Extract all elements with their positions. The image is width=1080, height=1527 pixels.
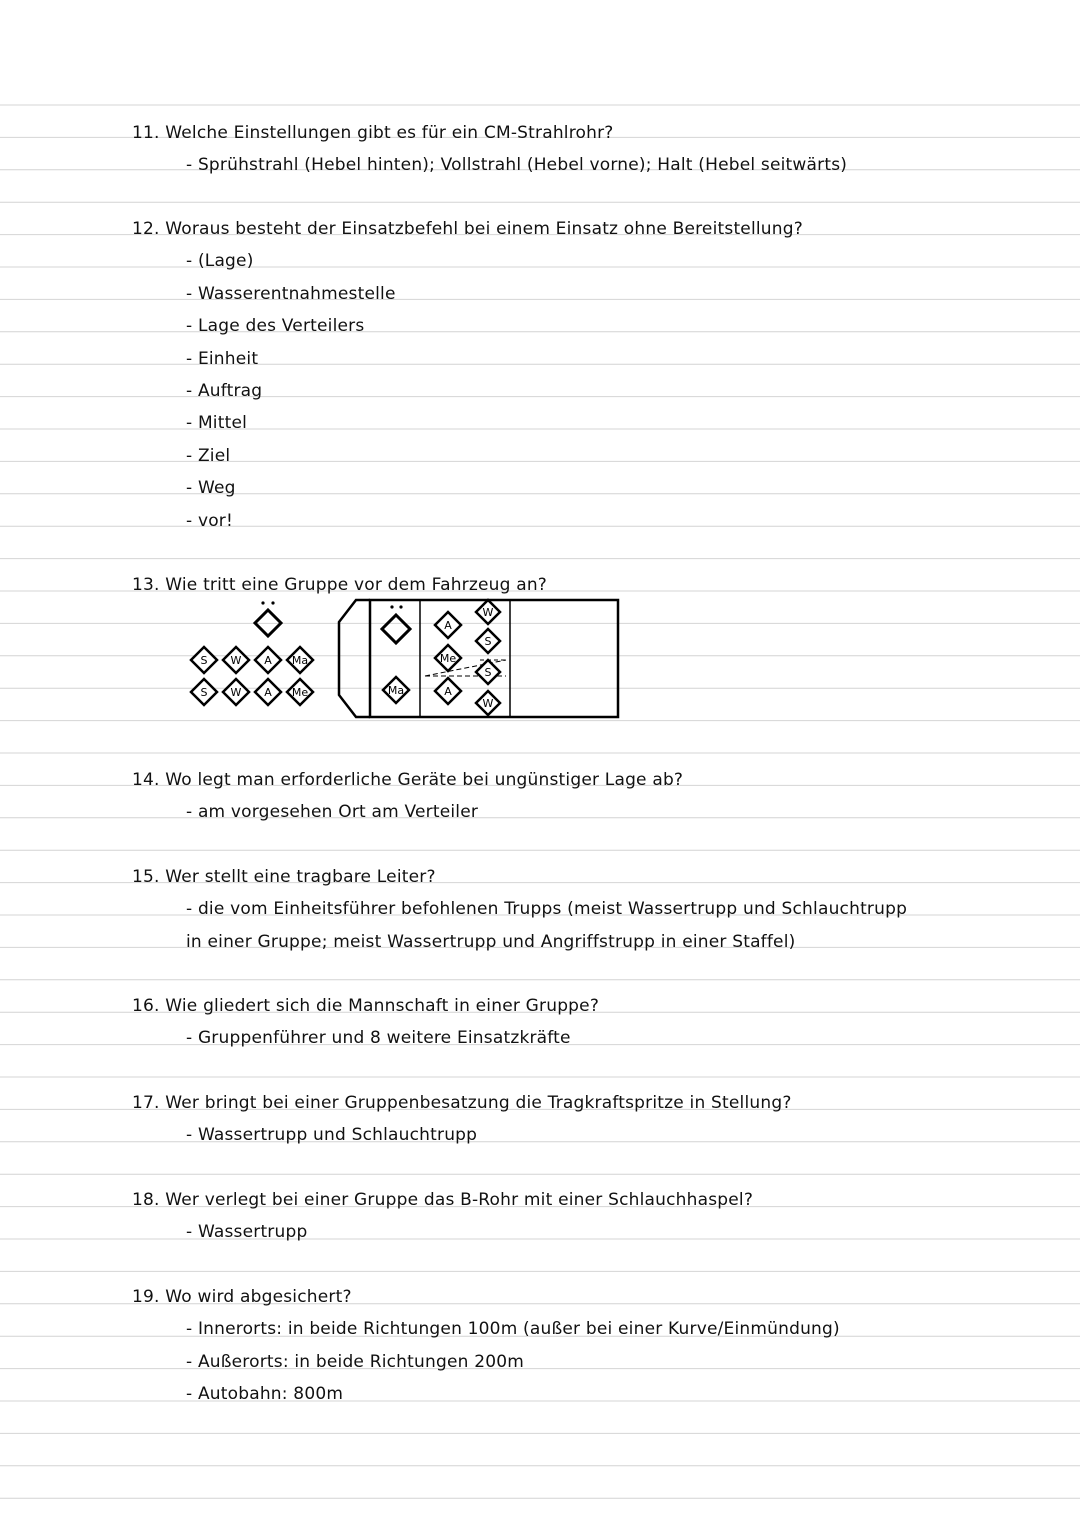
seat-label: W bbox=[482, 697, 494, 710]
seat-symbol bbox=[476, 660, 500, 684]
seat-symbol bbox=[287, 647, 313, 673]
answer-line: - Sprühstrahl (Hebel hinten); Vollstrahl (Hebel vorne); Halt (Hebel seitwärts) bbox=[186, 155, 848, 176]
answer-line: - Ziel bbox=[186, 445, 231, 466]
question-text: Wo legt man erforderliche Geräte bei ungünstiger Lage ab? bbox=[165, 770, 684, 790]
question-number: 17. bbox=[132, 1093, 160, 1113]
question-text: Wer stellt eine tragbare Leiter? bbox=[165, 867, 436, 887]
seat-symbol bbox=[191, 647, 217, 673]
formation-diagram bbox=[180, 598, 630, 722]
question-11 bbox=[132, 122, 614, 144]
question-text: Welche Einstellungen gibt es für ein CM-Strahlrohr? bbox=[165, 123, 614, 143]
answer-line: - Weg bbox=[186, 478, 236, 499]
question-number: 11. bbox=[132, 123, 160, 143]
question-12 bbox=[132, 218, 803, 240]
vehicle-seats bbox=[383, 600, 500, 715]
answer-line: - Innerorts: in beide Richtungen 100m (außer bei einer Kurve/Einmündung) bbox=[186, 1319, 840, 1340]
question-13 bbox=[132, 574, 547, 596]
formation-row-2 bbox=[191, 679, 313, 705]
question-16 bbox=[132, 995, 599, 1017]
question-text: Wie tritt eine Gruppe vor dem Fahrzeug an? bbox=[165, 575, 548, 595]
answer-line: - Außerorts: in beide Richtungen 200m bbox=[186, 1351, 525, 1372]
seat-label: Me bbox=[291, 686, 309, 699]
answer-line: - Wasserentnahmestelle bbox=[186, 283, 396, 304]
seat-symbol bbox=[476, 691, 500, 715]
seat-symbol bbox=[223, 679, 249, 705]
seat-label: Ma bbox=[291, 654, 309, 667]
seat-symbol bbox=[476, 600, 500, 624]
seat-symbol bbox=[287, 679, 313, 705]
question-number: 14. bbox=[132, 770, 160, 790]
seat-symbol bbox=[255, 647, 281, 673]
seat-symbol bbox=[383, 677, 409, 703]
answer-line: in einer Gruppe; meist Wassertrupp und Angriffstrupp in einer Staffel) bbox=[186, 931, 796, 952]
formation-row-1 bbox=[191, 647, 313, 673]
answer-line: - Autobahn: 800m bbox=[186, 1384, 344, 1405]
seat-label: S bbox=[484, 635, 492, 648]
seat-label: A bbox=[444, 619, 452, 632]
answer-line: - vor! bbox=[186, 510, 234, 531]
question-text: Wie gliedert sich die Mannschaft in einer Gruppe? bbox=[165, 996, 600, 1016]
seat-label: W bbox=[482, 606, 494, 619]
seat-symbol bbox=[435, 645, 461, 671]
question-number: 12. bbox=[132, 219, 160, 239]
answer-line: - Auftrag bbox=[186, 381, 263, 401]
answer-line: - die vom Einheitsführer befohlenen Trupps (meist Wassertrupp und Schlauchtrupp bbox=[186, 899, 908, 920]
question-number: 18. bbox=[132, 1190, 160, 1210]
answer-line: - (Lage) bbox=[186, 251, 254, 272]
question-number: 13. bbox=[132, 575, 160, 595]
question-15 bbox=[132, 866, 436, 888]
question-number: 15. bbox=[132, 867, 160, 887]
vehicle-leader-symbol bbox=[382, 605, 410, 643]
answer-line: - am vorgesehen Ort am Verteiler bbox=[186, 802, 479, 823]
seat-label: W bbox=[230, 686, 242, 699]
question-19 bbox=[132, 1286, 352, 1308]
seat-symbol bbox=[191, 679, 217, 705]
answer-line: - Einheit bbox=[186, 348, 259, 369]
question-text: Wer verlegt bei einer Gruppe das B-Rohr mit einer Schlauchhaspel? bbox=[165, 1190, 754, 1210]
answer-line: - Mittel bbox=[186, 413, 248, 434]
seat-symbol bbox=[476, 629, 500, 653]
seat-label: A bbox=[444, 685, 452, 698]
question-text: Wo wird abgesichert? bbox=[165, 1287, 352, 1307]
seat-label: A bbox=[264, 654, 272, 667]
seat-label: A bbox=[264, 686, 272, 699]
question-17 bbox=[132, 1092, 792, 1114]
answer-line: - Lage des Verteilers bbox=[186, 316, 365, 337]
seat-symbol bbox=[435, 612, 461, 638]
seat-label: Me bbox=[439, 652, 457, 665]
seat-symbol bbox=[255, 679, 281, 705]
question-text: Wer bringt bei einer Gruppenbesatzung die Tragkraftspritze in Stellung? bbox=[165, 1093, 792, 1113]
answer-line: - Gruppenführer und 8 weitere Einsatzkräfte bbox=[186, 1028, 571, 1049]
group-leader-symbol bbox=[255, 601, 281, 636]
seat-symbol bbox=[223, 647, 249, 673]
question-text: Woraus besteht der Einsatzbefehl bei einem Einsatz ohne Bereitstellung? bbox=[165, 219, 803, 239]
seat-label: S bbox=[200, 654, 208, 667]
seat-label: W bbox=[230, 654, 242, 667]
question-number: 19. bbox=[132, 1287, 160, 1307]
question-number: 16. bbox=[132, 996, 160, 1016]
answer-line: - Wassertrupp bbox=[186, 1222, 308, 1243]
answer-line: - Wassertrupp und Schlauchtrupp bbox=[186, 1125, 478, 1146]
seat-symbol bbox=[435, 678, 461, 704]
question-18 bbox=[132, 1189, 753, 1211]
question-14 bbox=[132, 769, 683, 791]
seat-label: S bbox=[484, 666, 492, 679]
seat-label: S bbox=[200, 686, 208, 699]
seat-label: Ma bbox=[387, 684, 405, 697]
